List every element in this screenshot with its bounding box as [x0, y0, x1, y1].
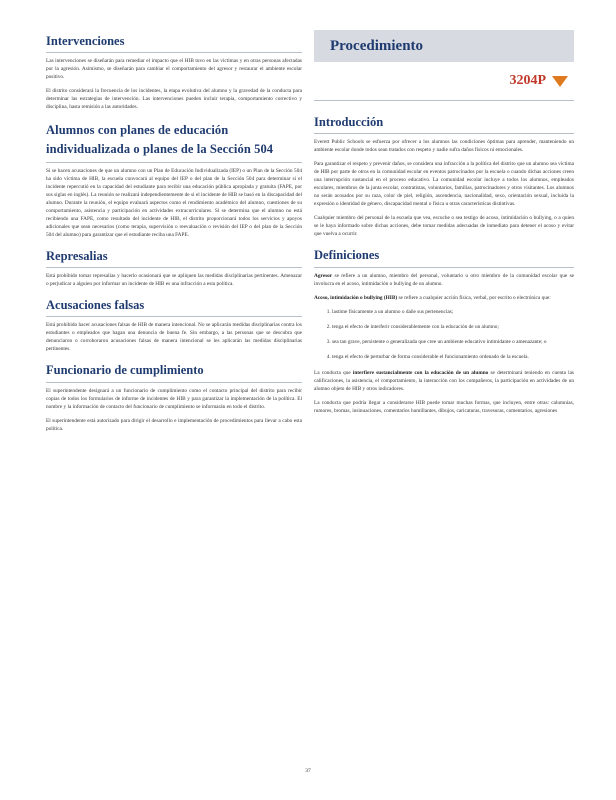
- procedure-title: Procedimiento: [330, 37, 424, 54]
- paragraph: La conducta que podría llegar a considerarse HIB puede tomar muchas formas, que incluyen, entre otras: calumnias, rumores, bromas, insinuaciones, comentarios humillantes, dibujos, caricaturas, travesuras, comentarios, agresiones: [314, 399, 574, 414]
- heading-funcionario: Funcionario de cumplimiento: [46, 363, 302, 382]
- list-item: 4. tenga el efecto de perturbar de forma considerable el funcionamiento ordenado de la escuela.: [332, 353, 574, 361]
- paragraph: El distrito considerará la frecuencia de los incidentes, la etapa evolutiva del alumno y la gravedad de la conducta para determinar las estrategias de intervención. Las intervenciones pueden incluir terapia, comportamiento correctivo y disciplina, hasta remisión a las autoridades.: [46, 88, 302, 111]
- heading-definiciones: Definiciones: [314, 248, 574, 267]
- paragraph: El superintendente designará a un funcionario de cumplimiento como el contacto principal del distrito para recibir copias de todos los formularios de informe de incidentes de HIB y para garantizar la implementación de la política. El nombre y la información de contacto del funcionario de cumplimiento se informarán en todo el distrito.: [46, 387, 302, 410]
- paragraph: Para garantizar el respeto y prevenir daños, se considera una infracción a la política del distrito que un alumno sea víctima de HIB por parte de otros en la comunidad escolar en eventos patrocinados por la escuela o cuando dichas acciones creen una interrupción sustancial en el proceso educativo. La comunidad escolar incluye a todos los alumnos, empleados escolares, miembros de la junta escolar, contratistas, voluntarios, familias, patrocinadores y otros visitantes. Los alumnos no serán acosados por su raza, color de piel, religión, ascendencia, nacionalidad, sexo, orientación sexual, incluida la expresión o identidad de género, discapacidad mental o física u otras características distintivas.: [314, 161, 574, 208]
- heading-plan504: Alumnos con planes de educación individualizada o planes de la Sección 504: [46, 121, 302, 162]
- procedure-header: [314, 30, 574, 62]
- paragraph: [314, 369, 574, 393]
- paragraph: Las intervenciones se diseñarán para remediar el impacto que el HIB tuvo en las víctimas y en otras personas afectadas por la agresión. Asimismo, se diseñarán para cambiar el comportamiento del agresor y restaurar el ambiente escolar positivo.: [46, 58, 302, 81]
- definition-text: se refiere a un alumno, miembro del personal, voluntario u otro miembro de la comunidad escolar que se involucra en el acoso, intimidación o bullying de un alumno.: [314, 272, 574, 287]
- right-body: [314, 101, 574, 415]
- page-number: 37: [305, 768, 311, 774]
- text-run: se determinará teniendo en cuenta las calificaciones, la asistencia, el comportamiento, la interacción con los compañeros, la participación en actividades de un alumno objeto de HIB y otros indicadores.: [314, 369, 574, 392]
- heading-acusaciones-falsas: Acusaciones falsas: [46, 298, 302, 317]
- section-plan504: [46, 121, 302, 238]
- section-acusaciones-falsas: [46, 298, 302, 353]
- heading-introduccion: Introducción: [314, 115, 574, 134]
- hib-criteria-list: [314, 308, 574, 361]
- paragraph: Si se hacen acusaciones de que un alumno con un Plan de Educación Individualizada (IEP) o un Plan de la Sección 504 ha sido víctima de HIB, la escuela convocará al equipo del IEP o del plan de la Sección 504 para determinar si el incidente repercutió en la capacidad del estudiante para recibir una educación pública apropiada y gratuita (FAPE, por sus siglas en inglés). La reunión se realizará independientemente de si el incidente de HIB se basó en la discapacidad del alumno. Durante la reunión, el equipo evaluará aspectos como el rendimiento académico del alumno, cuestiones de su comportamiento, asistencia y participación en actividades extracurriculares. Si se determina que el alumno no está recibiendo una FAPE, como resultado del incidente de HIB, el distrito proporcionará todos los servicios y apoyos adicionales que sean necesarios (como terapia, supervisión o reevaluación o revisión del IEP o del plan de la Sección 504 del alumno) para garantizar que el estudiante reciba una FAPE.: [46, 167, 302, 238]
- section-funcionario: [46, 363, 302, 432]
- triangle-down-icon: [552, 76, 568, 87]
- right-column: [314, 30, 574, 425]
- policy-code: 3204P: [509, 73, 546, 88]
- section-definiciones: [314, 248, 574, 414]
- text-run: La conducta que: [314, 369, 353, 376]
- bold-run: interfiere sustancialmente con la educación de un alumno: [352, 369, 489, 376]
- paragraph: Está prohibido hacer acusaciones falsas de HIB de manera intencional. No se aplicarán medidas disciplinarias contra los estudiantes o empleados que hagan una denuncia de buena fe. Sin embargo, a las personas que se descubra que denunciaron o corroboraron acusaciones falsas de manera intencional se les aplicarán las medidas disciplinarias pertinentes.: [46, 322, 302, 353]
- definition-hib: [314, 294, 574, 302]
- list-item: 2. tenga el efecto de interferir considerablemente con la educación de un alumno;: [332, 323, 574, 331]
- list-item: 3. sea tan grave, persistente o generalizada que cree un ambiente educativo intimidante o amenazante; o: [332, 338, 574, 346]
- paragraph: Cualquier miembro del personal de la escuela que vea, escuche o sea testigo de acoso, intimidación o bullying, o a quien se le haya informado sobre dichas acciones, debe tomar medidas adecuadas de inmediato para detener el acoso y evitar que vuelva a ocurrir.: [314, 215, 574, 238]
- paragraph: El superintendente está autorizado para dirigir el desarrollo e implementación de procedimientos para llevar a cabo esta política.: [46, 417, 302, 432]
- left-column: [46, 34, 302, 443]
- heading-represalias: Represalias: [46, 249, 302, 268]
- heading-intervenciones: Intervenciones: [46, 34, 302, 53]
- policy-code-row: [314, 62, 574, 101]
- list-item: 1. lastime físicamente a un alumno o dañe sus pertenencias;: [332, 308, 574, 316]
- definition-text: se refiere a cualquier acción física, verbal, por escrito o electrónica que:: [398, 294, 551, 301]
- section-intervenciones: [46, 34, 302, 111]
- section-represalias: [46, 249, 302, 288]
- paragraph: Everett Public Schools se esfuerza por ofrecer a los alumnos las condiciones óptimas para aprender, manteniendo un ambiente escolar donde todos sean tratados con respeto y nadie sufra daños físicos ni emocionales.: [314, 139, 574, 154]
- definition-agresor: [314, 272, 574, 288]
- paragraph: Está prohibido tomar represalias y hacerlo ocasionará que se apliquen las medidas disciplinarias pertinentes. Amenazar o perjudicar a alguien por informar un incidente de HIB es una infracción a esta política.: [46, 273, 302, 287]
- section-introduccion: [314, 115, 574, 238]
- term-hib: Acoso, intimidación o bullying (HIB): [314, 294, 398, 301]
- term-agresor: Agresor: [314, 272, 333, 279]
